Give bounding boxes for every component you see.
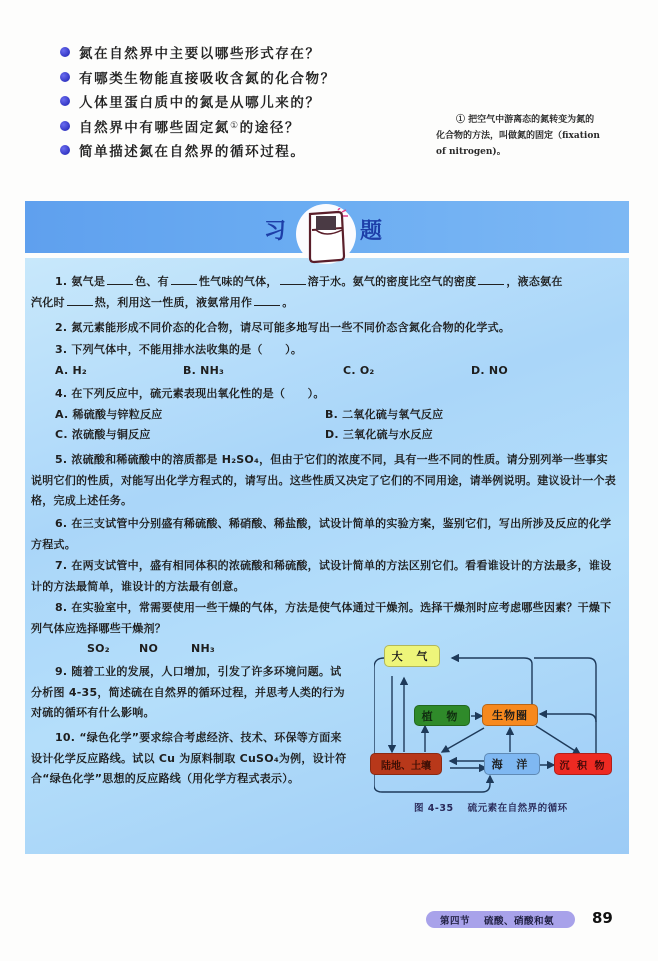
choice-d[interactable]: D. NO	[471, 363, 508, 377]
choice-c[interactable]: C. O₂	[343, 363, 375, 377]
node-atmosphere: 大 气	[384, 645, 440, 667]
answer-blank[interactable]	[478, 273, 504, 285]
choice-c[interactable]: C. 浓硫酸与铜反应	[55, 428, 151, 441]
section-label: 第四节 硫酸、硝酸和氨	[426, 911, 575, 928]
question-item: 简单描述氮在自然界的循环过程。	[60, 138, 380, 163]
notebook-pocket-icon	[302, 208, 350, 264]
choice-list	[31, 425, 619, 446]
choice-a[interactable]: A. 稀硫酸与锌粒反应	[55, 407, 163, 421]
exercise-2: 2. 氮元素能形成不同价态的化合物，请尽可能多地写出一些不同价态含氮化合物的化学式。	[55, 321, 511, 334]
answer-blank[interactable]	[280, 273, 306, 285]
question-item: 人体里蛋白质中的氮是从哪儿来的？	[60, 89, 380, 114]
figure-caption: 图 4-35 硫元素在自然界的循环	[414, 803, 568, 814]
choice-b[interactable]: B. 二氧化硫与氧气反应	[325, 407, 444, 421]
footnote: ① 把空气中游离态的氮转变为氮的 化合物的方法，叫做氮的固定（fixation of nitrogen)。	[436, 115, 600, 157]
exercise-1: 1. 氨气是 色、有 性气味的气体， 溶于水。氨气的密度比空气的密度 ，液态氨在 汽化时 热，利用这一性质，液氨常用作 。	[31, 275, 563, 309]
choice-b[interactable]: B. NH₃	[183, 363, 225, 377]
question-item: 氮在自然界中主要以哪些形式存在？	[60, 40, 380, 65]
choice-d[interactable]: D. 三氧化硫与水反应	[325, 428, 433, 441]
exercise-4: 4. 在下列反应中，硫元素表现出氧化性的是（ ）。 A. 稀硫酸与锌粒反应 B. 二氧化硫与氧气反应 C. 浓硫酸与铜反应 D. 三氧化硫与水反应	[31, 384, 619, 446]
answer-blank[interactable]	[171, 273, 197, 285]
gas-item: SO₂	[87, 642, 110, 655]
answer-blank[interactable]	[67, 294, 93, 306]
question-item: 自然界中有哪些固定氮 ① 的途径？	[60, 114, 380, 139]
node-ocean: 海 洋	[484, 753, 540, 775]
choice-list	[31, 405, 619, 426]
exercise-3: 3. 下列气体中，不能用排水法收集的是（ ）。 A. H₂ B. NH₃ C. O₂ D. NO	[31, 340, 619, 381]
exercise-7: 7. 在两支试管中，盛有相同体积的浓硫酸和稀硫酸，试设计简单的方法区别它们。看看谁设计的方法最多，谁设计的方法最简单，谁设计的方法最有创意。	[31, 559, 612, 593]
node-sediment: 沉 积 物	[554, 753, 612, 775]
bullet-icon	[60, 72, 70, 82]
node-plants: 植 物	[414, 705, 470, 726]
exercise-5: 5. 浓硫酸和稀硫酸中的溶质都是 H₂SO₄，但由于它们的浓度不同，具有一些不同的性质。请分别列举一些事实说明它们的性质，对能写出化学方程式的，请写出。这些性质又决定了它们的不同用途，请举例说明。建议设计一个表格，完成上述任务。	[31, 453, 616, 507]
answer-blank[interactable]	[254, 294, 280, 306]
choice-a[interactable]: A. H₂	[55, 363, 87, 377]
question-item: 有哪类生物能直接吸收含氮的化合物？	[60, 65, 380, 90]
answer-blank[interactable]	[107, 273, 133, 285]
exercise-title-right: 题	[360, 219, 384, 244]
exercise-6: 6. 在三支试管中分别盛有稀硫酸、稀硝酸、稀盐酸，试设计简单的实验方案，鉴别它们，写出所涉及反应的化学方程式。	[31, 517, 612, 551]
gas-item: NO	[139, 642, 159, 655]
guiding-questions	[60, 40, 380, 163]
gas-item: NH₃	[191, 642, 215, 655]
exercise-title-left: 习	[264, 219, 288, 244]
exercise-10: 10. “绿色化学”要求综合考虑经济、技术、环保等方面来设计化学反应路线。试以 Cu 为原料制取 CuSO₄为例，设计符合“绿色化学”思想的反应路线（用化学方程式表示）。	[31, 731, 347, 785]
bullet-icon	[60, 47, 70, 57]
exercise-8: 8. 在实验室中，常需要使用一些干燥的气体，方法是使气体通过干燥剂。选择干燥剂时应考虑哪些因素？干燥下列气体应选择哪些干燥剂？ SO₂ NO NH₃	[31, 598, 619, 660]
node-biosphere: 生物圈	[482, 704, 538, 726]
bullet-icon	[60, 96, 70, 106]
bullet-icon	[60, 121, 70, 131]
page-number: 89	[592, 909, 613, 927]
choice-list	[31, 361, 619, 382]
exercise-9: 9. 随着工业的发展，人口增加，引发了许多环境问题。试分析图 4-35，简述硫在自然界的循环过程，并思考人类的行为对硫的循环有什么影响。	[31, 665, 345, 719]
node-land-soil: 陆地、土壤	[370, 753, 442, 775]
footnote-marker[interactable]: ①	[230, 120, 240, 131]
bullet-icon	[60, 145, 70, 155]
